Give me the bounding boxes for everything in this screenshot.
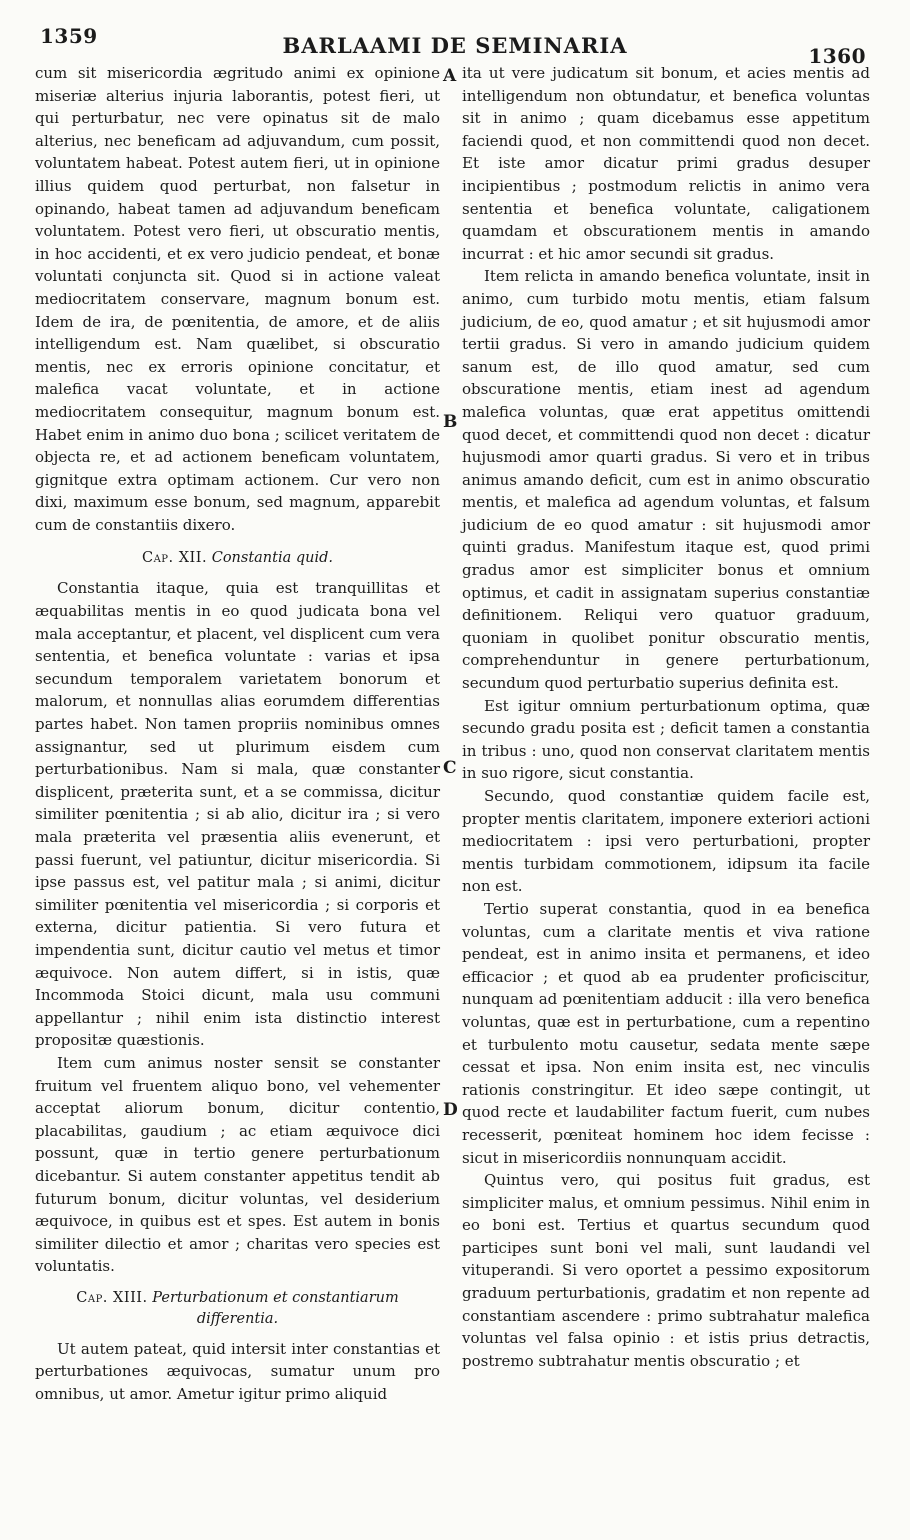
right-paragraph-5: Tertio superat constantia, quod in ea benefica voluntas, cum a claritate mentis et viva ratione pendeat, est in animo insita et permanens, et ideo efficacior ; et quod ab ea prudenter proficiscitur, nunquam ad pœnitentiam adducit : illa vero benefica voluntas, quæ est in perturbatione, cum a repentino et turbulento motu causetur, sedata mente sæpe cessat et ipsa. Non enim insita est, nec vinculis rationis constringitur. Et ideo sæpe contingit, ut quod recte et laudabiliter factum fuerit, cum nubes recesserit, pœniteat hominem hoc idem fecisse : sicut in misericordiis nonnunquam accidit. [462, 899, 870, 1167]
chapter-13-label: Cap. XIII. [76, 1289, 148, 1306]
chapter-13-title: Perturbationum et constantiarum differentia. [152, 1289, 399, 1327]
running-title: BARLAAMI DE SEMINARIA [282, 33, 628, 58]
left-column [35, 62, 440, 1406]
margin-marker-a: A [443, 66, 457, 86]
chapter-12-heading [35, 548, 440, 569]
right-paragraph-6: Quintus vero, qui positus fuit gradus, est simpliciter malus, et omnium pessimus. Nihil enim in eo boni est. Tertius et quartus secundum quod participes sunt boni vel mali, sunt laudandi vel vituperandi. Si vero oportet a pessimo expositorum graduum perturbationis, gradatim et non repente ad constantiam ascendere : primo subtrahatur malefica voluntas vel falsa opinio : et istis prius detractis, postremo subtrahatur mentis obscuratio ; et [462, 1171, 870, 1370]
chapter-12-label: Cap. XII. [141, 550, 208, 567]
left-paragraph-3: Item cum animus noster sensit se constanter fruitum vel fruentem aliquo bono, vel vehementer acceptat aliorum bonum, dicitur contentio, placabilitas, gaudium ; ac etiam æquivoce dici possunt, quæ in tertio genere perturbationum dicebantur. Si autem constanter appetitus tendit ab futurum bonum, dicitur voluntas, vel desiderium æquivoce, in quibus est et spes. Est autem in bonis similiter dilectio et amor ; charitas vero species est voluntatis. [35, 1053, 440, 1276]
left-paragraph-1: cum sit misericordia ægritudo animi ex opinione miseriæ alterius injuria laborantis, potest fieri, ut qui perturbatur, nec vere opinatus sit de malo alterius, nec beneficam ad adjuvandum, cum possit, voluntatem habeat. Potest autem fieri, ut in opinione illius quidem quod perturbat, non falsetur in opinando, habeat tamen ad adjuvandum beneficam voluntatem. Potest vero fieri, ut obscuratio mentis, in hoc accidenti, et ex vero judicio pendeat, et bonæ voluntati conjuncta sit. Quod si in actione valeat mediocritatem conservare, magnum bonum est. Idem de ira, de pœnitentia, de amore, et de aliis intelligendum est. Nam quælibet, si obscuratio mentis, nec ex erroris opinione concitatur, et malefica vacat voluntate, et in actione mediocritatem consequitur, magnum bonum est. Habet enim in animo duo bona ; scilicet veritatem de objecta re, et ad actionem beneficam voluntatem, gignitque extra optimam actionem. Cur vero non dixi, maximum esse bonum, sed magnum, apparebit cum de constantiis dixero. [35, 64, 440, 534]
right-paragraph-2: Item relicta in amando benefica voluntate, insit in animo, cum turbido motu mentis, etiam falsum judicium, de eo, quod amatur ; et sit hujusmodi amor tertii gradus. Si vero in amando judicium quidem sanum est, de illo quod amatur, sed cum obscuratione mentis, etiam inest ad agendum malefica voluntas, quæ erat appetitus omittendi quod decet, et committendi quod non decet : dicatur hujusmodi amor quarti gradus. Si vero et in tribus animus amando deficit, cum est in animo obscuratio mentis, et malefica ad agendum voluntas, et falsum judicium de eo quod amatur : sit hujusmodi amor quinti gradus. Manifestum itaque est, quod primi gradus amor est simpliciter bonus et omnium optimus, et cadit in assignatam superius constantiæ definitionem. Reliqui vero quatuor graduum, quoniam in quolibet ponitur obscuratio mentis, comprehenduntur in genere perturbationum, secundum quod perturbatio superius definita est. [462, 267, 870, 693]
margin-marker-b: B [443, 412, 458, 432]
right-paragraph-3: Est igitur omnium perturbationum optima, quæ secundo gradu posita est ; deficit tamen a constantia in tribus : uno, quod non conservat claritatem mentis in suo rigore, sicut constantia. [462, 696, 870, 783]
margin-marker-c: C [443, 758, 457, 778]
right-paragraph-4: Secundo, quod constantiæ quidem facile est, propter mentis claritatem, imponere exteriori actioni mediocritatem : ipsi vero perturbationi, propter mentis turbidam commotionem, idipsum ita facile non est. [462, 787, 870, 896]
right-column [462, 62, 870, 1372]
chapter-12-title: Constantia quid. [211, 550, 334, 567]
page-number-left: 1359 [40, 24, 98, 48]
left-paragraph-2: Constantia itaque, quia est tranquillitas et æquabilitas mentis in eo quod judicata bona vel mala acceptantur, et placent, vel displicent cum vera sententia, et benefica voluntate : varias et ipsa secundum temporalem varietatem bonorum et malorum, et nonnullas alias eorumdem differentias partes habet. Non tamen propriis nominibus omnes assignantur, sed ut plurimum eisdem cum perturbationibus. Nam si mala, quæ constanter displicent, præterita sunt, et a se commissa, dicitur similiter pœnitentia ; si ab alio, dicitur ira ; si vero mala præterita vel præsentia aliis evenerunt, et passi fuerunt, vel patiuntur, dicitur misericordia. Si ipse passus est, vel patitur mala ; si animi, dicitur similiter pœnitentia vel misericordia ; si corporis et externa, dicitur patientia. Si vero futura et impendentia sunt, dicitur cautio vel metus et timor æquivoce. Non autem differt, si in istis, quæ Incommoda Stoici dicunt, mala usu communi appellantur ; nihil enim ista distinctio interest propositæ quæstionis. [35, 579, 440, 1050]
margin-marker-d: D [443, 1100, 458, 1120]
page-number-right: 1360 [808, 44, 866, 68]
left-paragraph-4: Ut autem pateat, quid intersit inter constantias et perturbationes æquivocas, sumatur unum pro omnibus, ut amor. Ametur igitur primo aliquid [35, 1339, 440, 1404]
right-paragraph-1: ita ut vere judicatum sit bonum, et acies mentis ad intelligendum non obtundatur, et benefica voluntas sit in animo ; quam dicebamus esse appetitum faciendi quod, et non committendi quod non decet. Et iste amor dicatur primi gradus desuper incipientibus ; postmodum relictis in animo vera sententia et benefica voluntate, caligationem quamdam et obscurationem mentis in amando incurrat : et hic amor secundi sit gradus. [462, 64, 870, 263]
chapter-13-heading [35, 1288, 440, 1330]
